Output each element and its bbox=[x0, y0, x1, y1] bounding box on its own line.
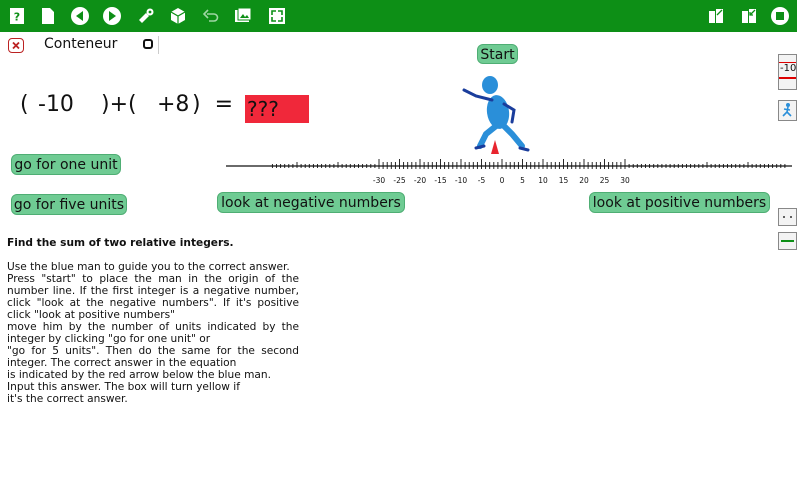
number-line-tick-label: 20 bbox=[579, 176, 589, 185]
tab-divider bbox=[158, 36, 159, 54]
number-line-tick-label: -25 bbox=[393, 176, 406, 185]
look-negative-button[interactable]: look at negative numbers bbox=[217, 192, 405, 213]
number-line-tick-label: -30 bbox=[372, 176, 386, 185]
ruler-red-line-bottom bbox=[779, 77, 796, 79]
instructions-text: "go for 5 units". Then do the same for the second integer. The correct answer in the equation bbox=[7, 345, 299, 369]
fullscreen-icon[interactable] bbox=[267, 6, 287, 26]
close-icon[interactable] bbox=[8, 38, 24, 53]
tab-toggle-icon[interactable] bbox=[143, 39, 153, 49]
expand-icon[interactable] bbox=[706, 6, 726, 26]
instructions-text: is indicated by the red arrow below the blue man. bbox=[7, 369, 271, 381]
instructions-text: Use the blue man to guide you to the correct answer. bbox=[7, 261, 290, 273]
number-line-tick-label: -10 bbox=[454, 176, 468, 185]
instructions-text: move him by the number of units indicated by the integer by clicking "go for one unit" or bbox=[7, 321, 299, 345]
forward-icon[interactable] bbox=[102, 6, 122, 26]
equation-plus: )+( bbox=[101, 92, 137, 117]
stop-icon[interactable] bbox=[770, 6, 790, 26]
number-line-tick-label: 0 bbox=[499, 176, 505, 185]
number-line-tick-label: 25 bbox=[599, 176, 610, 185]
instructions-text: it's the correct answer. bbox=[7, 393, 128, 405]
tab-title[interactable]: Conteneur bbox=[44, 36, 118, 52]
instructions-text: Press "start" to place the man in the origin of the number line. If the first integer is a negative number, click "look at the negative numbers". If it's positive click "look at positive numbers" bbox=[7, 273, 299, 321]
svg-text:?: ? bbox=[13, 10, 21, 24]
instructions-text: Input this answer. The box will turn yellow if bbox=[7, 381, 240, 393]
line-icon bbox=[779, 233, 796, 249]
back-icon[interactable] bbox=[70, 6, 90, 26]
instructions bbox=[7, 237, 299, 405]
number-line-ticks bbox=[272, 159, 785, 169]
go-five-units-button[interactable]: go for five units bbox=[11, 194, 127, 215]
number-line bbox=[224, 156, 796, 188]
gallery-icon[interactable] bbox=[233, 6, 253, 26]
red-arrow-marker bbox=[490, 140, 500, 154]
number-line-tick-label: 10 bbox=[538, 176, 548, 185]
options-icon[interactable] bbox=[168, 6, 188, 26]
runner-icon bbox=[779, 101, 796, 120]
number-line-tick-label: 30 bbox=[620, 176, 630, 185]
toolbar bbox=[0, 0, 797, 32]
equation-open-paren: ( bbox=[20, 92, 29, 117]
number-line-labels bbox=[373, 176, 630, 185]
number-line-tick-label: -5 bbox=[477, 176, 486, 185]
number-line-tick-label: -15 bbox=[434, 176, 447, 185]
shrink-icon[interactable] bbox=[739, 6, 759, 26]
help-icon[interactable] bbox=[7, 6, 27, 26]
number-line-tick-label: 15 bbox=[558, 176, 569, 185]
number-line-tick-label: -20 bbox=[413, 176, 427, 185]
go-one-unit-button[interactable]: go for one unit bbox=[11, 154, 121, 175]
dots-icon bbox=[779, 209, 796, 225]
start-button[interactable]: Start bbox=[477, 44, 518, 64]
equation-first-integer: -10 bbox=[38, 92, 74, 117]
equation-second-integer: +8 bbox=[157, 92, 190, 117]
tools-icon[interactable] bbox=[136, 6, 156, 26]
ruler-label: -10 bbox=[780, 63, 797, 74]
dots-tool-button[interactable] bbox=[778, 208, 797, 226]
ruler-tool-button[interactable] bbox=[778, 54, 797, 90]
number-line-tick-label: 5 bbox=[520, 176, 525, 185]
line-tool-button[interactable] bbox=[778, 232, 797, 250]
document-icon[interactable] bbox=[38, 6, 58, 26]
answer-input[interactable]: ??? bbox=[245, 95, 309, 123]
equation-equals: ) = bbox=[192, 92, 234, 117]
look-positive-button[interactable]: look at positive numbers bbox=[589, 192, 770, 213]
runner-tool-button[interactable] bbox=[778, 100, 797, 121]
undo-icon[interactable] bbox=[201, 6, 221, 26]
tab-bar bbox=[0, 33, 797, 57]
instructions-title: Find the sum of two relative integers. bbox=[7, 237, 234, 249]
